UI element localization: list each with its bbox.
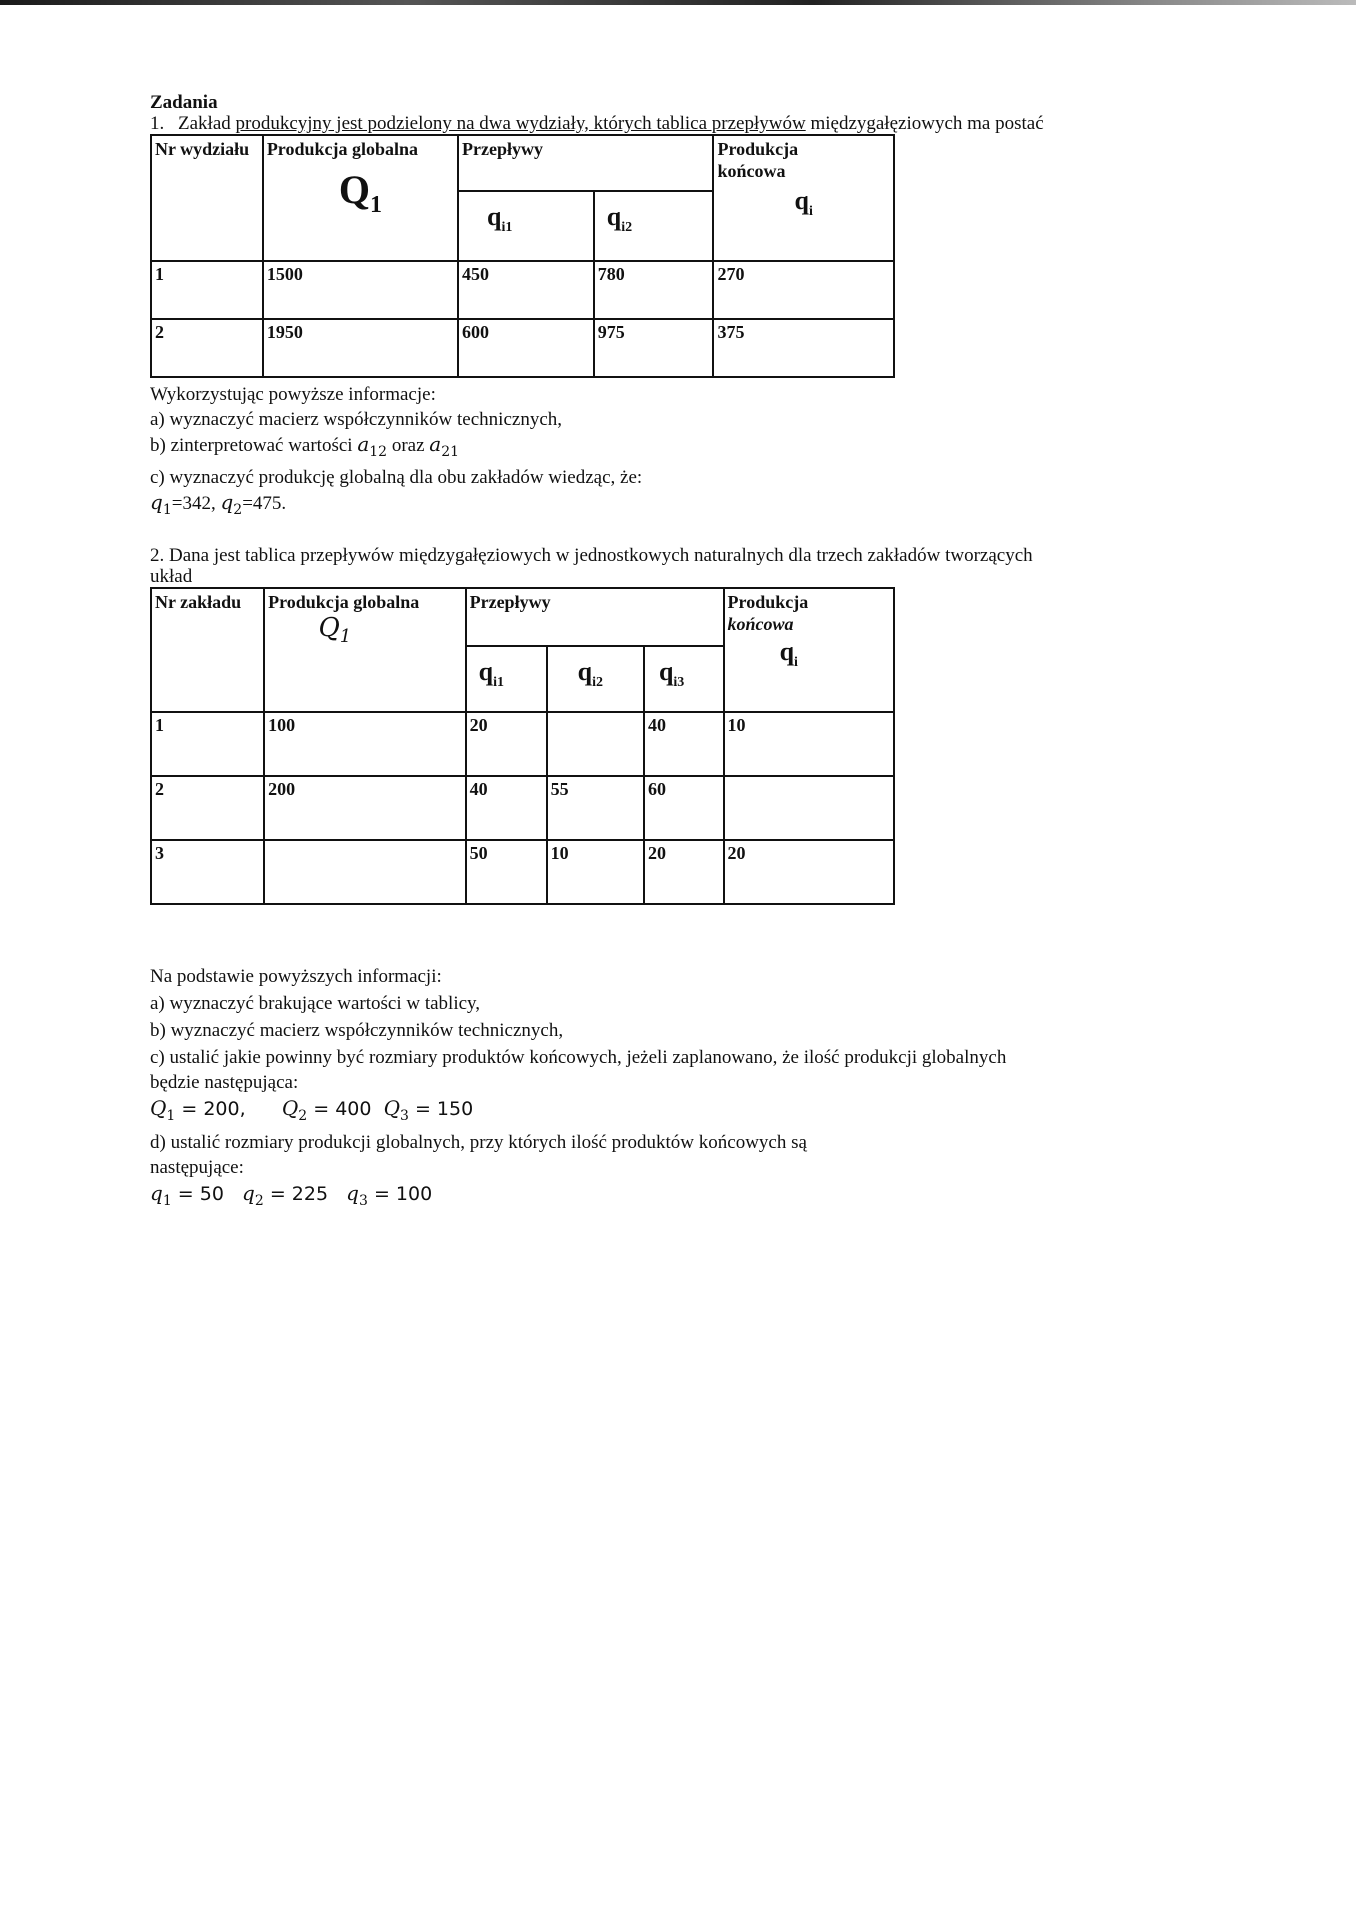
t2-col-qi3: $q_{i3}$ [644, 646, 724, 712]
t2-col-qi1: $q_{i1}$ [466, 646, 547, 712]
task1-values: $q_1=342$, $q_2=475$. [150, 490, 287, 518]
task2: 2. Dana jest tablica przepływów międzygałęziowych w jednostkowych naturalnych dla trzech zakładów tworzących układ Nr zakładu Produkcja globalna $Q_1$ Przepływy Produkcja końcowa $q_i$ $q_{i1}$ $q_{i2}$ $q_{i3}$ 1 100 20 40 10 2 200 40 55 60 3 50 10 20 20 Na podstawie powyższych informacji: a) wyznaczyć brakujące wartości w tablicy, b) wyznaczyć macierz współczynników technicznych, c) ustalić jakie powinny być rozmiary produktów końcowych, jeżeli zaplanowano, że ilość produkcji globalnych będzie następująca: $Q_1 = 200$, $Q_2 = 400$ $Q_3 = 150$ d) ustalić rozmiary produkcji globalnych, przy których ilość produktów końcowych są następujące: $q_1 = 50$ $q_2 = 225$ $q_3 = 100$ [150, 545, 1200, 1214]
document-page [150, 92, 1200, 1214]
t2-header-nr: Nr zakładu [151, 588, 264, 712]
task1-table [150, 134, 895, 378]
task1-item-b: b) zinterpretować wartości $a_{12}$ oraz $a_{21}$ [150, 432, 460, 460]
t2-header-flows: Przepływy [466, 588, 724, 646]
task1-instructions: Wykorzystując powyższe informacje: a) wyznaczyć macierz współczynników technicznych, b) zinterpretować wartości $a_{12}$ oraz $a_{21}$ c) wyznaczyć produkcję globalną dla obu zakładów wiedząc, że: $q_1=342$, $q_2=475$. [150, 382, 1200, 523]
t1-header-final: Produkcja końcowa $q_i$ [713, 135, 894, 261]
task2-c-values: $Q_1 = 200$, $Q_2 = 400$ $Q_3 = 150$ [150, 1096, 474, 1124]
task1-intro: 1. Zakład produkcyjny jest podzielony na dwa wydziały, których tablica przepływów międzygałęziowych ma postać [150, 113, 1044, 134]
t1-col-qi2: $q_{i2}$ [594, 191, 714, 261]
table-row: 3 50 10 20 20 [151, 840, 894, 904]
t1-header-nr: Nr wydziału [151, 135, 263, 261]
t2-header-final: Produkcja końcowa $q_i$ [724, 588, 894, 712]
Q1-symbol: $Q_1$ [318, 613, 352, 648]
task2-table [150, 587, 895, 905]
task2-d-values: $q_1 = 50$ $q_2 = 225$ $q_3 = 100$ [150, 1181, 433, 1209]
task2-intro: 2. Dana jest tablica przepływów międzygałęziowych w jednostkowych naturalnych dla trzech zakładów tworzących [150, 545, 1033, 566]
t2-col-qi2: $q_{i2}$ [547, 646, 644, 712]
t1-header-global: Produkcja globalna $Q_1$ [263, 135, 458, 261]
scan-top-edge [0, 0, 1356, 5]
heading: Zadania [150, 92, 218, 113]
table-row: 1 100 20 40 10 [151, 712, 894, 776]
task1-number: 1. [150, 113, 165, 134]
table-row: 2 200 40 55 60 [151, 776, 894, 840]
table-row: 2 1950 600 975 375 [151, 319, 894, 377]
t1-col-qi1: $q_{i1}$ [458, 191, 594, 261]
Q1-symbol: $Q_1$ [338, 167, 382, 218]
task2-instructions: Na podstawie powyższych informacji: a) wyznaczyć brakujące wartości w tablicy, b) wyznaczyć macierz współczynników technicznych, c) ustalić jakie powinny być rozmiary produktów końcowych, jeżeli zaplanowano, że ilość produkcji globalnych będzie następująca: $Q_1 = 200$, $Q_2 = 400$ $Q_3 = 150$ d) ustalić rozmiary produkcji globalnych, przy których ilość produktów końcowych są następujące: $q_1 = 50$ $q_2 = 225$ $q_3 = 100$ [150, 963, 1200, 1214]
table-row: 1 1500 450 780 270 [151, 261, 894, 319]
t1-header-flows: Przepływy [458, 135, 713, 191]
t2-header-global: Produkcja globalna $Q_1$ [264, 588, 466, 712]
